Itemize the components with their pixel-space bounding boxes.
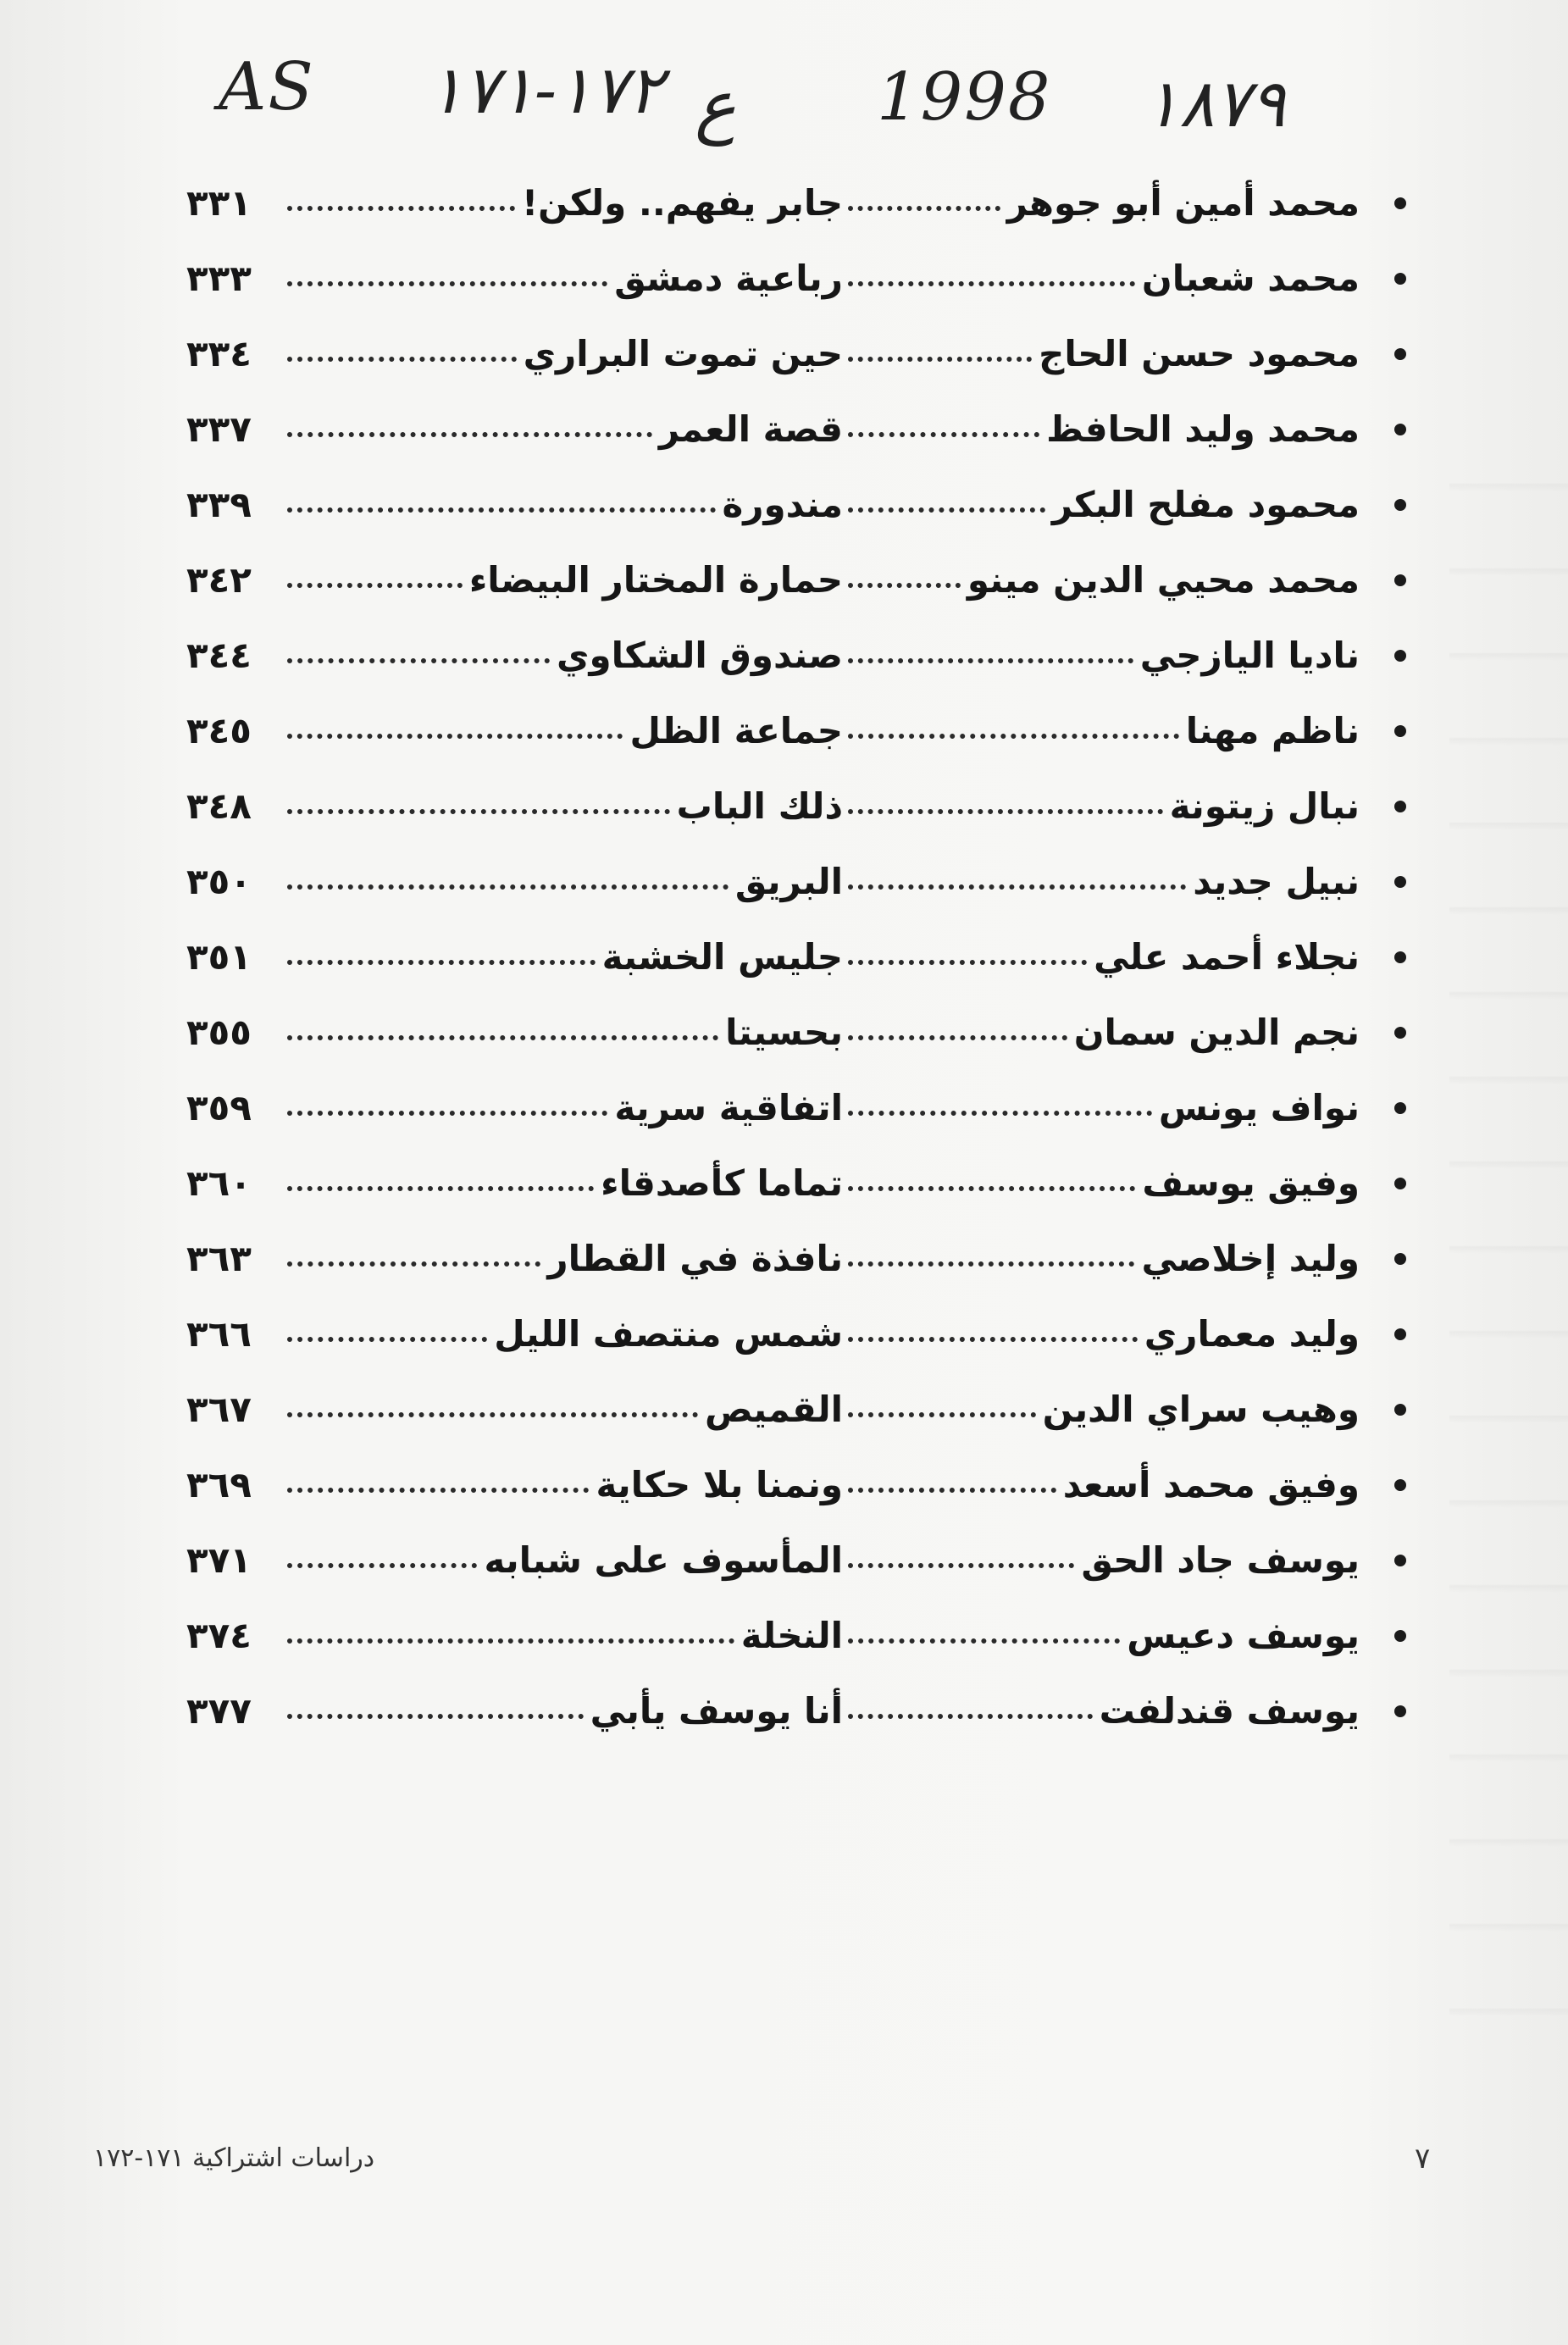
bullet-icon — [1394, 801, 1406, 812]
bullet-icon — [1394, 725, 1406, 737]
dot-leader — [848, 281, 1135, 286]
toc-author: نجلاء أحمد علي — [1093, 936, 1360, 978]
toc-author: وليد معماري — [1144, 1313, 1360, 1355]
toc-title: حمارة المختار البيضاء — [468, 559, 843, 601]
bullet-icon — [1394, 273, 1406, 285]
handwritten-note: ع — [695, 66, 736, 147]
toc-title: القميص — [705, 1389, 843, 1430]
bullet-icon — [1394, 1178, 1406, 1189]
dot-leader — [848, 1563, 1074, 1568]
dot-leader — [287, 281, 607, 286]
toc-entry — [186, 551, 1406, 626]
dot-leader — [287, 357, 517, 362]
toc-page-number: ٣٦٠ — [186, 1162, 252, 1204]
dot-leader — [848, 357, 1032, 362]
dot-leader — [848, 809, 1163, 814]
toc-entry — [186, 400, 1406, 475]
toc-title: تماما كأصدقاء — [601, 1162, 843, 1204]
toc-page-number: ٣٧٤ — [186, 1615, 252, 1656]
toc-page-number: ٣٦٧ — [186, 1389, 252, 1430]
toc-entry — [186, 1682, 1406, 1757]
dot-leader — [287, 1261, 540, 1267]
dot-leader — [848, 1412, 1036, 1417]
footer-page-number: ٧ — [1415, 2142, 1431, 2176]
toc-title: ذلك الباب — [676, 785, 843, 827]
toc-entry — [186, 1154, 1406, 1229]
toc-page-number: ٣٣٣ — [186, 258, 252, 299]
toc-entry — [186, 1531, 1406, 1606]
bullet-icon — [1394, 650, 1406, 662]
toc-author: وليد إخلاصي — [1141, 1238, 1360, 1279]
dot-leader — [287, 734, 623, 739]
dot-leader — [287, 206, 515, 211]
toc-title: قصة العمر — [658, 408, 843, 450]
dot-leader — [848, 1261, 1134, 1267]
toc-entry — [186, 1003, 1406, 1078]
toc-entry — [186, 701, 1406, 777]
dot-leader — [287, 1337, 487, 1342]
toc-page-number: ٣٥١ — [186, 936, 252, 978]
bullet-icon — [1394, 574, 1406, 586]
dot-leader — [287, 1714, 584, 1719]
toc-author: نبيل جديد — [1193, 861, 1360, 902]
toc-page-number: ٣٤٢ — [186, 559, 252, 601]
toc-entry — [186, 249, 1406, 324]
dot-leader — [287, 1111, 607, 1116]
dot-leader — [287, 1412, 698, 1417]
bullet-icon — [1394, 1253, 1406, 1265]
toc-title: مندورة — [722, 484, 843, 525]
toc-page-number: ٣٣١ — [186, 182, 252, 224]
bullet-icon — [1394, 1027, 1406, 1039]
toc-title: صندوق الشكاوي — [557, 635, 843, 676]
bullet-icon — [1394, 424, 1406, 435]
dot-leader — [287, 1035, 718, 1040]
toc-title: بحسيتا — [725, 1012, 843, 1053]
toc-author: وفيق محمد أسعد — [1062, 1464, 1360, 1505]
dot-leader — [848, 658, 1133, 663]
toc-title: النخلة — [740, 1615, 843, 1656]
toc-title: جماعة الظل — [629, 710, 843, 751]
dot-leader — [287, 583, 463, 588]
toc-entry — [186, 1229, 1406, 1305]
toc-title: اتفاقية سرية — [614, 1087, 843, 1128]
bullet-icon — [1394, 348, 1406, 360]
toc-title: جابر يفهم.. ولكن! — [521, 182, 843, 224]
toc-page-number: ٣٧١ — [186, 1539, 252, 1581]
toc-entry — [186, 174, 1406, 249]
dot-leader — [287, 960, 596, 965]
toc-entry — [186, 928, 1406, 1003]
toc-entry — [186, 1606, 1406, 1682]
toc-author: نبال زيتونة — [1169, 785, 1360, 827]
toc-page-number: ٣٥٥ — [186, 1012, 252, 1053]
dot-leader — [848, 960, 1087, 965]
bullet-icon — [1394, 1102, 1406, 1114]
toc-author: نواف يونس — [1158, 1087, 1360, 1128]
toc-entry — [186, 852, 1406, 928]
bullet-icon — [1394, 1479, 1406, 1491]
toc-author: وفيق يوسف — [1142, 1162, 1360, 1204]
toc-title: ونمنا بلا حكاية — [596, 1464, 843, 1505]
dot-leader — [287, 809, 670, 814]
toc-title: نافذة في القطار — [547, 1238, 843, 1279]
dot-leader — [848, 1186, 1135, 1191]
handwritten-note: 1998 — [877, 59, 1052, 136]
bullet-icon — [1394, 1555, 1406, 1566]
toc-author: محمد شعبان — [1141, 258, 1360, 299]
bullet-icon — [1394, 951, 1406, 963]
toc-title: أنا يوسف يأبي — [590, 1690, 843, 1732]
toc-page-number: ٣٤٤ — [186, 635, 252, 676]
toc-page-number: ٣٦٣ — [186, 1238, 252, 1279]
dot-leader — [848, 432, 1039, 437]
dot-leader — [848, 734, 1179, 739]
dot-leader — [848, 1488, 1056, 1493]
toc-author: محمود مفلح البكر — [1051, 484, 1360, 525]
toc-author: محمد وليد الحافظ — [1046, 408, 1360, 450]
handwritten-note: ١٧٢-١٧١ — [428, 53, 663, 129]
toc-author: وهيب سراي الدين — [1042, 1389, 1360, 1430]
dot-leader — [287, 884, 729, 890]
toc-entry — [186, 1305, 1406, 1380]
bullet-icon — [1394, 876, 1406, 888]
toc-page-number: ٣٣٤ — [186, 333, 252, 374]
toc-page-number: ٣٣٧ — [186, 408, 252, 450]
dot-leader — [287, 1563, 477, 1568]
toc-page-number: ٣٤٨ — [186, 785, 252, 827]
toc-page-number: ٣٦٦ — [186, 1313, 252, 1355]
toc-entry — [186, 1078, 1406, 1154]
toc-title: حين تموت البراري — [523, 333, 843, 374]
dot-leader — [848, 1714, 1093, 1719]
toc-page-number: ٣٤٥ — [186, 710, 252, 751]
toc-title: البريق — [734, 861, 843, 902]
toc-author: محمد أمين أبو جوهر — [1006, 182, 1360, 224]
footer-journal-title: دراسات اشتراكية ١٧١-١٧٢ — [93, 2143, 375, 2173]
dot-leader — [848, 507, 1045, 513]
toc-author: ناظم مهنا — [1185, 710, 1360, 751]
toc-entry — [186, 475, 1406, 551]
handwritten-note: AS — [219, 49, 315, 125]
toc-author: محمد محيي الدين مينو — [967, 559, 1360, 601]
toc-page-number: ٣٧٧ — [186, 1690, 252, 1732]
toc-page-number: ٣٥٩ — [186, 1087, 252, 1128]
toc-author: يوسف قندلفت — [1099, 1690, 1360, 1732]
bullet-icon — [1394, 1705, 1406, 1717]
dot-leader — [287, 1186, 594, 1191]
dot-leader — [287, 1488, 589, 1493]
dot-leader — [848, 1337, 1138, 1342]
toc-entry — [186, 324, 1406, 400]
toc-entry — [186, 777, 1406, 852]
handwritten-note: ١٨٧٩ — [1144, 66, 1286, 142]
toc-title: المأسوف على شبابه — [484, 1539, 843, 1581]
dot-leader — [287, 658, 550, 663]
dot-leader — [848, 206, 1000, 211]
toc-page-number: ٣٦٩ — [186, 1464, 252, 1505]
toc-author: يوسف دعيس — [1127, 1615, 1360, 1656]
dot-leader — [287, 1638, 734, 1644]
toc-entry — [186, 1455, 1406, 1531]
toc-author: نجم الدين سمان — [1073, 1012, 1360, 1053]
dot-leader — [287, 432, 652, 437]
toc-title: رباعية دمشق — [614, 258, 843, 299]
toc-entry — [186, 626, 1406, 701]
bullet-icon — [1394, 197, 1406, 209]
toc-author: يوسف جاد الحق — [1081, 1539, 1360, 1581]
toc-page-number: ٣٣٩ — [186, 484, 252, 525]
dot-leader — [848, 1111, 1152, 1116]
dot-leader — [287, 507, 716, 513]
bullet-icon — [1394, 499, 1406, 511]
toc-author: ناديا اليازجي — [1139, 635, 1360, 676]
toc-author: محمود حسن الحاج — [1039, 333, 1360, 374]
bullet-icon — [1394, 1328, 1406, 1340]
dot-leader — [848, 583, 961, 588]
show-through-shadow — [1449, 407, 1568, 2016]
bullet-icon — [1394, 1630, 1406, 1642]
dot-leader — [848, 1638, 1120, 1644]
toc-entry — [186, 1380, 1406, 1455]
dot-leader — [848, 1035, 1067, 1040]
toc-page-number: ٣٥٠ — [186, 861, 252, 902]
toc-title: شمس منتصف الليل — [494, 1313, 843, 1355]
table-of-contents — [186, 174, 1406, 1757]
bullet-icon — [1394, 1404, 1406, 1416]
toc-title: جليس الخشبة — [601, 936, 843, 978]
dot-leader — [848, 884, 1186, 890]
